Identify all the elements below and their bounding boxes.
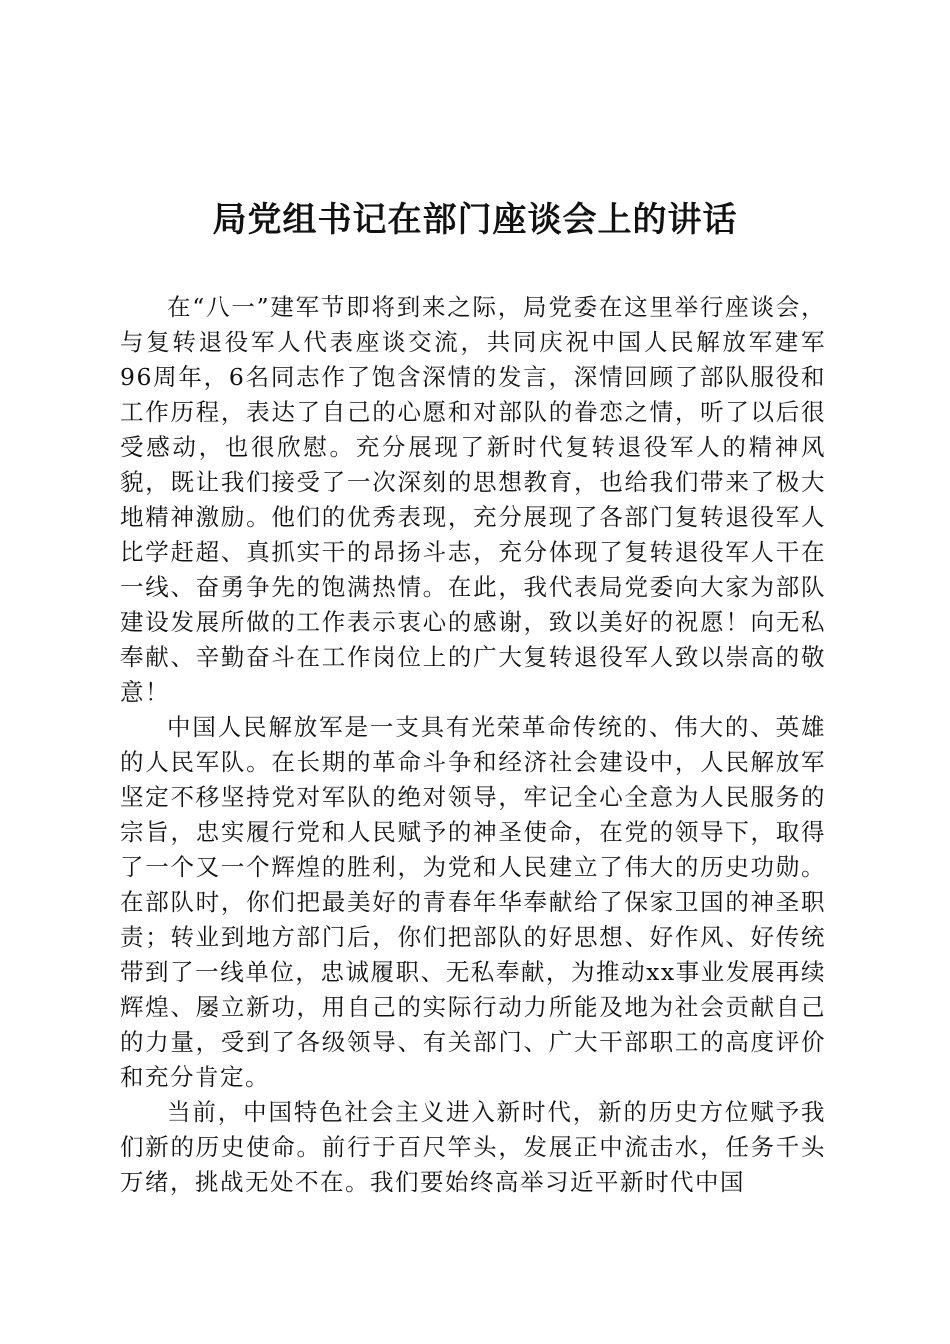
document-body: [120, 290, 826, 1200]
paragraph-1: 在“八一”建军节即将到来之际，局党委在这里举行座谈会，与复转退役军人代表座谈交流，共同庆祝中国人民解放军建军96周年，6名同志作了饱含深情的发言，深情回顾了部队服役和工作历程，表达了自己的心愿和对部队的眷恋之情，听了以后很受感动，也很欣慰。充分展现了新时代复转退役军人的精神风貌，既让我们接受了一次深刻的思想教育，也给我们带来了极大地精神激励。他们的优秀表现，充分展现了各部门复转退役军人比学赶超、真抓实干的昂扬斗志，充分体现了复转退役军人干在一线、奋勇争先的饱满热情。在此，我代表局党委向大家为部队建设发展所做的工作表示衷心的感谢，致以美好的祝愿！向无私奉献、辛勤奋斗在工作岗位上的广大复转退役军人致以崇高的敬意！: [120, 293, 826, 706]
document-title: 局党组书记在部门座谈会上的讲话: [212, 200, 738, 240]
paragraph-3: 当前，中国特色社会主义进入新时代，新的历史方位赋予我们新的历史使命。前行于百尺竿头，发展正中流击水，任务千头万绪，挑战无处不在。我们要始终高举习近平新时代中国: [120, 1098, 826, 1196]
paragraph-2: 中国人民解放军是一支具有光荣革命传统的、伟大的、英雄的人民军队。在长期的革命斗争和经济社会建设中，人民解放军坚定不移坚持党对军队的绝对领导，牢记全心全意为人民服务的宗旨，忠实履行党和人民赋予的神圣使命，在党的领导下，取得了一个又一个辉煌的胜利，为党和人民建立了伟大的历史功勋。在部队时，你们把最美好的青春年华奉献给了保家卫国的神圣职责；转业到地方部门后，你们把部队的好思想、好作风、好传统带到了一线单位，忠诚履职、无私奉献，为推动xx事业发展再续辉煌、屡立新功，用自己的实际行动力所能及地为社会贡献自己的力量，受到了各级领导、有关部门、广大干部职工的高度评价和充分肯定。: [120, 713, 826, 1091]
